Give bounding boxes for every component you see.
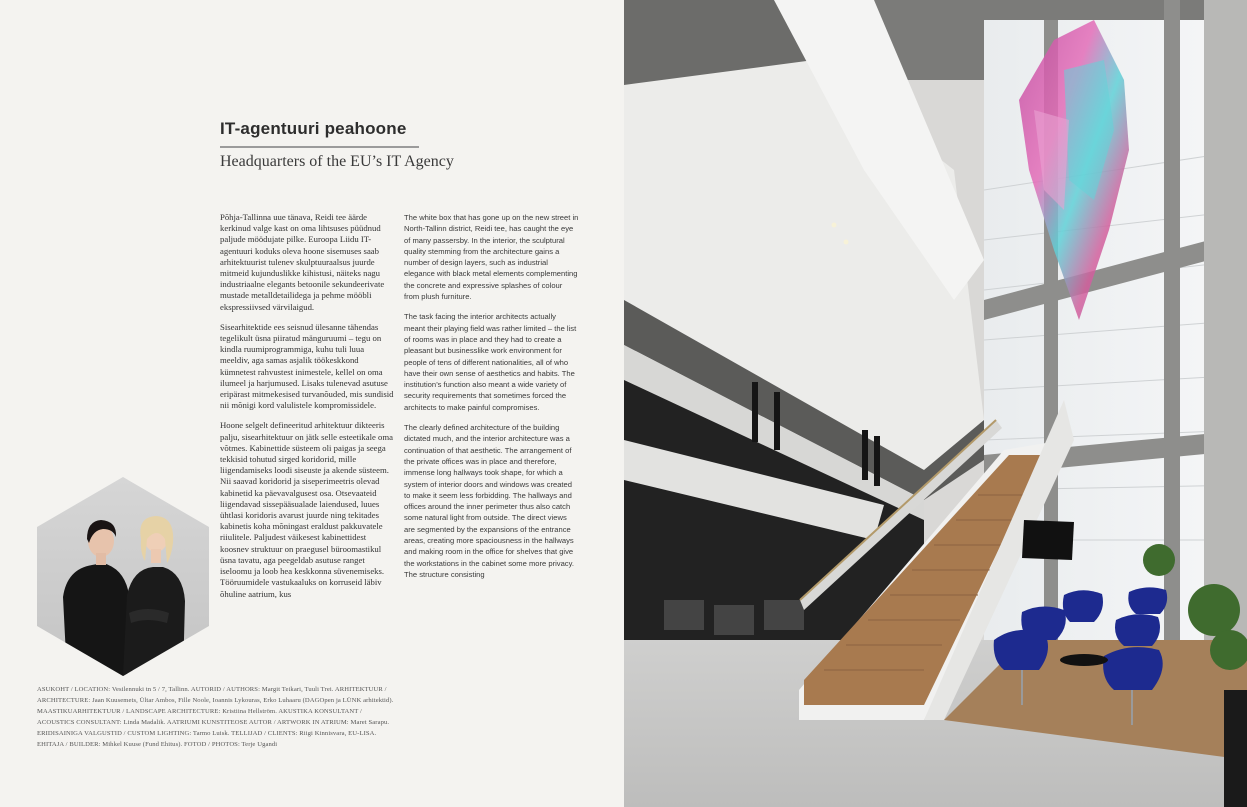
estonian-text-column [220,212,394,609]
english-paragraph: The white box that has gone up on the new street in North-Tallinn district, Reidi tee, has caught the eye of many passersby. In the interior, the sculptural quality stemming from the architecture gains a number of design layers, such as industrial elegance with black metal elements complementing the concrete and expressive splashes of colour from plush furniture. [404,213,579,302]
authors-portrait [37,477,209,676]
estonian-paragraph: Põhja-Tallinna uue tänava, Reidi tee äärde kerkinud valge kast on oma lihtsuses püüdnud paljude möödujate pilke. Euroopa Liidu IT-agentuuri koduks oleva hoone sisemuses saab arhitektuurist tulenev skulptuuraalsus juurde mitmeid kujunduslikke kihistusi, näiteks nagu industriaalne elegants betoonile sekundeerivate mustade metalldetailidega ja pehme mööbli ekspressiivsed värvilaigud. [220,212,385,312]
credits-block: ASUKOHT / LOCATION: Vesilennuki tn 5 / 7, Tallinn. AUTORID / AUTHORS: Margit Teikari, Tuuli Trei. ARHITEKTUUR / ARCHITECTURE: Jaan Kuusemets, Ültar Ambos, Fille Noole, Ioannis Lykouras, Erko Luhaaru (DAGOpen ja LÜNK arhitektid). MAASTIKUARHITEKTUUR / LANDSCAPE ARCHITECTURE: Kristiina Hellström. AKUSTIKA KONSULTANT / ACOUSTICS CONSULTANT: Linda Madalik. AATRIUMI KUNSTITEOSE AUTOR / ARTWORK IN ATRIUM: Maret Sarapu. ERIDISAINIGA VALGUSTID / CUSTOM LIGHTING: Tarmo Luisk. TELLIJAD / CLIENTS: Riigi Kinnisvara, EU-LISA. EHITAJA / BUILDER: Mihkel Kuuse (Fund Ehitus). FOTOD / PHOTOS: Terje Ugandi [37,686,394,748]
atrium-illustration [624,0,1247,807]
english-paragraph: The clearly defined architecture of the building dictated much, and the interior architecture was a continuation of that aesthetic. The arrangement of the private offices was in place and therefore, immense long hallways took shape, for which a system of interior doors and windows was created to make it seem less forbidding. The hallways and offices around the inner perimeter thus also catch some natural light from outside. The direct views are segmented by the expansions of the entrance areas, creating more spaciousness in the hallways and making room in the office for shelves that give the workstations in the cabinet some more privacy. The structure consisting [404,423,574,579]
estonian-paragraph: Hoone selgelt defineeritud arhitektuur dikteeris palju, sisearhitektuur on jätk selle esteetikale oma võtmes. Kabinettide süsteem oli paigas ja seega tekkisid tohutud sirged koridorid, mille liigendamiseks loodi siseuste ja akende süsteem. Nii saavad koridorid ja siseperimeetris olevad kabinetid ka päevavalgusest osa. Otsevaateid liigendavad sissepääsualade laiendused, luues ühtlasi koridoris avarust juurde ning tekitades kabinetis koha mõningast eraldust pakkuvatele riiulitele. Paljudest väikesest kabinettidest koosnev struktuur on praegusel büroomastikul üsna tavatu, aga peegeldab asutuse ranget iseloomu ja loob hea keskkonna süvenemiseks. Tööruumidele vastukaaluks on korruseid läbiv õhuline aatrium, kus [220,420,393,599]
estonian-paragraph: Sisearhitektide ees seisnud ülesanne tähendas tegelikult üsna piiratud mänguruumi – tegu on kindla ruumiprogrammiga, kuhu tuli luua meeldiv, aga samas asjalik töökeskkond kümnetest rahvustest inimestele, kellel on oma ilumeel ja harjumused. Lisaks tulenevad asutuse eripärast mitmekesised turvanõuded, mis sundisid nii mõnigi kord valulistele kompromissidele. [220,321,394,411]
article-title-english: Headquarters of the EU’s IT Agency [220,153,454,170]
atrium-photo [624,0,1247,807]
title-divider [220,146,419,148]
english-text-column [404,212,579,589]
article-title-estonian: IT-agentuuri peahoone [220,119,407,138]
english-paragraph: The task facing the interior architects actually meant their playing field was rather limited – the list of rooms was in place and they had to create a pleasant but businesslike work environment for people of tens of different nationalities, all of who have their own sense of aesthetics and habits. The institution’s function also meant a wide variety of security requirements that sometimes forced the architects to make painful compromises. [404,312,577,412]
